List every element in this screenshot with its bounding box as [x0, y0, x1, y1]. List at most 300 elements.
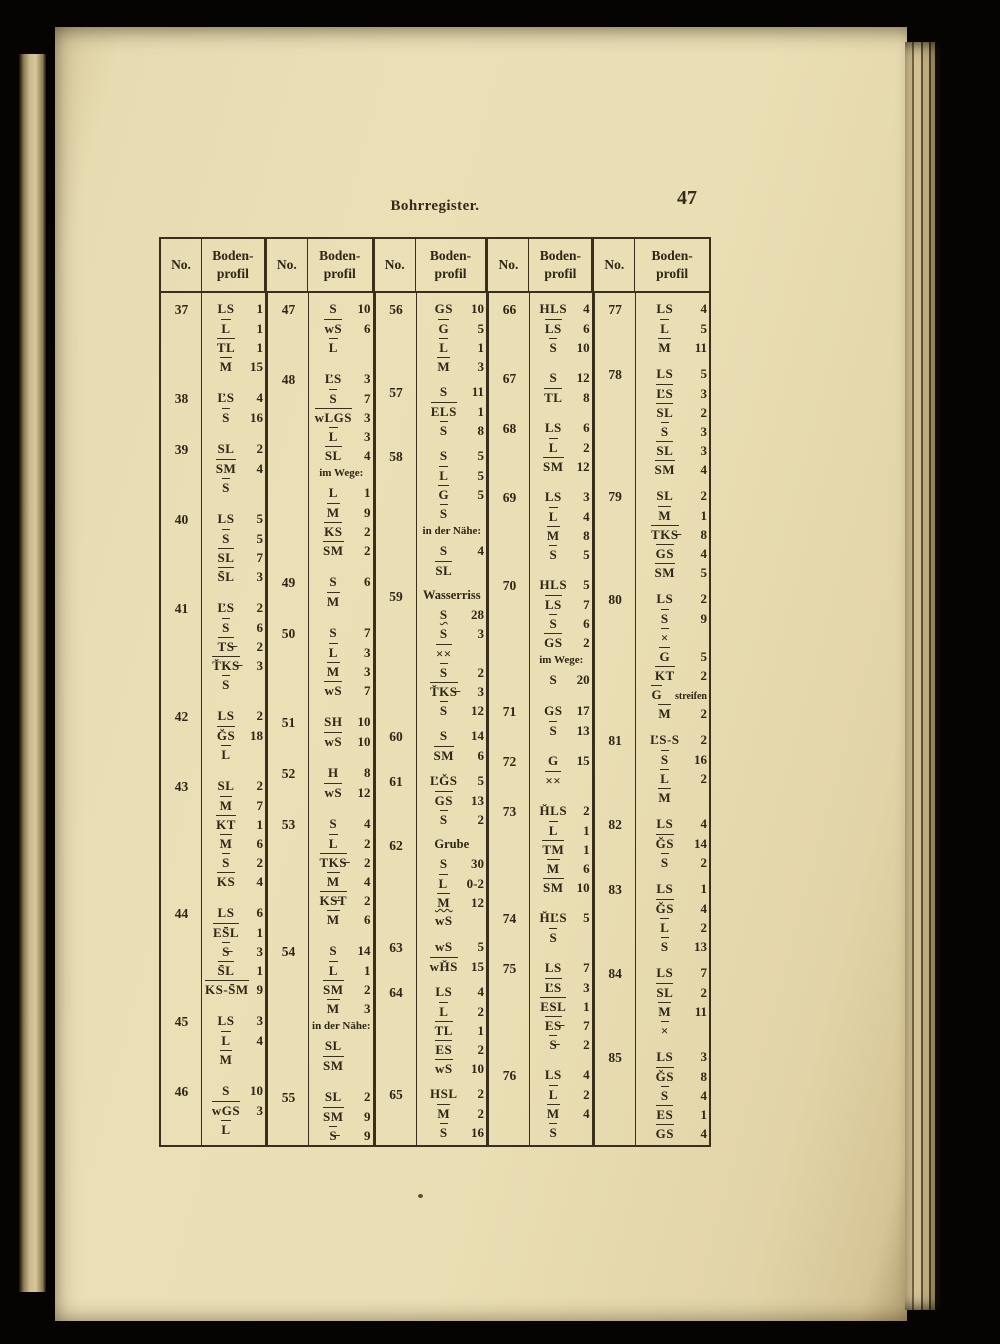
soil-layer-row [420, 606, 484, 625]
soil-layer-row [312, 300, 371, 319]
soil-layer-row [420, 1040, 484, 1059]
entry-number: 72 [502, 754, 517, 769]
entry-layers [417, 727, 486, 765]
layer-code-text: L [328, 429, 338, 444]
layer-code-text: M [326, 505, 340, 520]
entry-number: 50 [281, 626, 296, 641]
profile-entry [161, 1012, 265, 1069]
entry-number: 37 [174, 302, 189, 317]
layer-code-text: wS [434, 939, 453, 954]
layer-thickness: 13 [471, 793, 485, 808]
layer-code-text: SL [217, 778, 235, 793]
profile-entry [595, 731, 709, 807]
soil-layer-row [420, 874, 484, 893]
layer-code [639, 1048, 691, 1065]
layer-code-text: L [328, 836, 338, 851]
layer-thickness: 5 [700, 565, 707, 580]
layer-thickness: 10 [471, 1061, 485, 1076]
layer-code-text: S̄L [217, 569, 235, 584]
soil-layer-row [205, 745, 263, 764]
entry-layers [636, 815, 709, 872]
layer-thickness: 12 [576, 459, 590, 474]
soil-layer-row [639, 1105, 707, 1124]
layer-code [533, 702, 574, 719]
profile-entry [268, 573, 373, 611]
layer-thickness: 2 [256, 855, 263, 870]
layer-code-text: L [439, 468, 449, 483]
layer-thickness: 5 [700, 366, 707, 381]
soil-layer-row [639, 609, 707, 628]
entry-layers [636, 487, 709, 582]
profile-entry [376, 938, 486, 976]
profile-entry [161, 777, 265, 891]
layer-thickness: 13 [694, 939, 707, 954]
layer-code [312, 300, 355, 317]
layer-note: Grube [434, 837, 470, 851]
layer-thickness: 28 [471, 607, 485, 622]
soil-layer-row [420, 983, 484, 1002]
layer-thickness: 17 [576, 703, 590, 718]
soil-layer-row [639, 338, 707, 357]
soil-layer-row [205, 1031, 263, 1050]
layer-thickness: 1 [583, 823, 590, 838]
layer-thickness: 2 [700, 488, 707, 503]
profile-entry [376, 587, 486, 720]
entry-layers [417, 447, 486, 580]
layer-thickness: 10 [357, 301, 371, 316]
soil-layer-row [533, 997, 590, 1016]
soil-layer-row [639, 983, 707, 1002]
entry-number: 83 [608, 882, 622, 897]
layer-thickness: 12 [471, 703, 485, 718]
layer-code-text: M [219, 1052, 233, 1067]
soil-layer-row [420, 1104, 484, 1123]
layer-thickness: 1 [256, 301, 263, 316]
layer-code [312, 910, 355, 928]
entry-number: 82 [608, 817, 622, 832]
soil-layer-row [205, 656, 263, 675]
soil-layer-row [420, 727, 484, 746]
layer-thickness: 4 [583, 1067, 590, 1082]
soil-layer-row [312, 643, 371, 662]
layer-code [420, 606, 468, 623]
layer-thickness: 2 [477, 1106, 485, 1121]
layer-code [533, 633, 574, 651]
layer-code [205, 942, 247, 960]
soil-layer-row [639, 750, 707, 769]
layer-code [312, 319, 355, 337]
layer-code-text: S [549, 340, 558, 355]
layer-thickness: 16 [694, 752, 707, 767]
layer-thickness: 3 [364, 371, 371, 386]
soil-layer-row [205, 834, 263, 853]
layer-thickness: 5 [583, 910, 590, 925]
table-body-row [161, 293, 709, 1145]
layer-code-text: S [439, 423, 448, 438]
soil-layer-row [420, 644, 484, 663]
layer-code [533, 859, 574, 877]
layer-thickness: 6 [364, 912, 371, 927]
layer-code-text: SM [323, 1058, 344, 1073]
soil-layer-row [639, 704, 707, 723]
layer-code [205, 478, 247, 496]
soil-layer-row [205, 815, 263, 834]
layer-code-text: M [546, 528, 560, 543]
layer-code-text: GS [544, 635, 563, 650]
soil-layer-row [420, 1123, 484, 1142]
layer-code-text: ES̄L [212, 925, 240, 940]
layer-code [312, 643, 355, 661]
profile-entry [268, 713, 373, 751]
layer-thickness: 3 [700, 443, 707, 458]
entry-number: 57 [389, 385, 403, 400]
layer-thickness: 13 [576, 723, 590, 738]
layer-code [420, 504, 468, 522]
layer-thickness: 5 [700, 321, 707, 336]
profile-entry [268, 370, 373, 560]
layer-code-text: L [328, 963, 338, 978]
soil-layer-row [533, 576, 590, 595]
soil-layer-row [420, 1021, 484, 1040]
layer-note: im Wege: [539, 654, 584, 666]
soil-layer-row [312, 942, 371, 961]
entry-number: 58 [389, 449, 403, 464]
layer-code-text: KT [216, 817, 236, 832]
layer-thickness: 2 [256, 600, 263, 615]
profile-entry [268, 624, 373, 700]
soil-layer-row [312, 592, 371, 611]
layer-thickness: 15 [576, 753, 590, 768]
layer-thickness: 4 [256, 461, 263, 476]
soil-layer-row [533, 1035, 590, 1054]
layer-thickness: 3 [700, 1049, 707, 1064]
layer-code [639, 1021, 691, 1039]
soil-layer-row [312, 503, 371, 522]
soil-layer-row [533, 771, 590, 790]
layer-thickness: 2 [583, 440, 590, 455]
layer-note: Wasserriss [422, 588, 481, 602]
soil-layer-row [312, 999, 371, 1018]
soil-layer-row [205, 599, 263, 618]
layer-code [312, 1107, 355, 1125]
soil-layer-row [533, 752, 590, 771]
soil-layer-row [639, 487, 707, 506]
soil-layer-row [533, 300, 590, 319]
soil-layer-row [639, 384, 707, 403]
profile-entry [595, 815, 709, 872]
layer-code [420, 1085, 468, 1102]
col-header-profil-line2: profil [544, 266, 577, 281]
layer-thickness: 0-2 [466, 876, 485, 891]
layer-thickness: 20 [576, 672, 590, 687]
layer-code-text: L [328, 485, 338, 500]
table-header-row [161, 239, 709, 293]
layer-code-text: ĽS [217, 390, 235, 405]
layer-code-text: S [439, 1125, 448, 1140]
entry-layers [530, 702, 592, 740]
layer-thickness: 2 [583, 1037, 590, 1052]
layer-thickness: 4 [700, 1126, 707, 1141]
layer-code [205, 1031, 247, 1049]
layer-code [420, 727, 468, 744]
layer-code [312, 732, 355, 750]
layer-code [420, 855, 468, 872]
soil-layer-row [312, 446, 371, 465]
soil-layer-row [639, 300, 707, 319]
soil-layer-row [312, 1107, 371, 1126]
layer-thickness: 5 [477, 487, 485, 502]
layer-code-text: M [658, 340, 672, 355]
layer-code [312, 573, 355, 590]
entry-layers [202, 599, 265, 694]
layer-code-text: G [659, 649, 671, 664]
layer-code-text: wS [324, 683, 343, 698]
layer-thickness: 3 [700, 386, 707, 401]
layer-thickness: 2 [583, 635, 590, 650]
soil-layer-row [420, 1059, 484, 1078]
soil-layer-row [639, 788, 707, 807]
layer-code-text: LS [217, 511, 235, 526]
layer-code [639, 666, 691, 684]
entry-number: 44 [174, 906, 189, 921]
soil-layer-row [639, 899, 707, 918]
entry-number: 61 [389, 774, 403, 789]
soil-layer-row [420, 701, 484, 720]
col-header-profil-line1: Boden- [429, 247, 472, 263]
layer-code [312, 853, 355, 871]
col-header-profil-line1: Boden- [319, 247, 361, 263]
soil-layer-row [639, 1048, 707, 1067]
profile-entry [489, 702, 592, 740]
layer-thickness: 2 [256, 639, 263, 654]
layer-code-text: LS [544, 1067, 562, 1082]
entry-number: 49 [281, 575, 296, 590]
soil-layer-row [420, 485, 484, 504]
profile-entry [268, 815, 373, 929]
layer-code [420, 874, 467, 892]
layer-code-text: G [547, 753, 559, 768]
layer-code-text: S [549, 370, 558, 385]
layer-code [639, 685, 675, 703]
layer-code-text: S [329, 943, 338, 958]
layer-code [205, 726, 247, 744]
layer-thickness: 4 [477, 984, 485, 999]
soil-layer-row [205, 510, 263, 529]
layer-thickness: 2 [364, 1089, 371, 1104]
soil-layer-row [205, 707, 263, 726]
layer-thickness: 6 [583, 616, 590, 631]
layer-code [533, 545, 574, 563]
layer-code-text: M [658, 1004, 672, 1019]
layer-code-text: S [222, 677, 230, 692]
soil-layer-row [639, 666, 707, 685]
soil-layer-row [533, 928, 590, 947]
soil-layer-row [639, 834, 707, 853]
layer-code-text: ŤKS̶ [430, 684, 458, 699]
layer-thickness: 1 [700, 508, 707, 523]
layer-thickness: 14 [357, 943, 371, 958]
layer-code [639, 880, 691, 897]
soil-layer-row [420, 855, 484, 874]
layer-code-text: M [219, 359, 233, 374]
profile-entry [376, 727, 486, 765]
layer-code-text: ×× [435, 646, 452, 661]
layer-code-text: LS [544, 420, 562, 435]
soil-layer-row [205, 478, 263, 497]
layer-code [420, 893, 468, 911]
layer-code-text: SL [217, 550, 235, 565]
profile-entry [489, 576, 592, 690]
layer-code-text: L [548, 440, 558, 455]
layer-code-text: ĽS-S [650, 732, 680, 747]
layer-code [205, 777, 247, 794]
soil-layer-row [420, 772, 484, 791]
layer-thickness: 1 [256, 340, 263, 355]
profile-entry [595, 590, 709, 723]
soil-layer-row [533, 702, 590, 721]
soil-layer-row [312, 662, 371, 681]
layer-code [205, 745, 247, 763]
layer-thickness: 10 [357, 734, 371, 749]
layer-code [533, 878, 574, 896]
soil-layer-row [420, 893, 484, 912]
layer-code-text: L [438, 876, 448, 891]
layer-code-text: SL [656, 985, 674, 1000]
entry-number: 41 [174, 601, 189, 616]
layer-code [533, 840, 574, 858]
layer-thickness: 1 [364, 485, 371, 500]
layer-thickness: 8 [583, 390, 590, 405]
layer-code-text: L [548, 823, 558, 838]
layer-code-text: LS [544, 489, 562, 504]
layer-code [312, 815, 355, 832]
col-header-no: No. [276, 257, 297, 272]
layer-code [312, 446, 355, 464]
soil-layer-row [312, 1056, 371, 1075]
profile-entry [595, 964, 709, 1040]
layer-code [205, 510, 247, 527]
layer-thickness: 1 [700, 881, 707, 896]
entry-layers [417, 300, 486, 376]
soil-layer-row [205, 637, 263, 656]
soil-layer-row [420, 402, 484, 421]
layer-code-text: SM [323, 982, 344, 997]
layer-thickness: 5 [477, 321, 485, 336]
layer-code-text: SL [656, 488, 674, 503]
soil-layer-row [312, 427, 371, 446]
layer-code [205, 815, 247, 833]
soil-layer-row [312, 389, 371, 408]
entry-number: 78 [608, 367, 622, 382]
layer-code-text: KS̶T [319, 893, 348, 908]
bohrregister-table [159, 237, 711, 1147]
layer-thickness: 30 [471, 856, 485, 871]
profile-entry [376, 1085, 486, 1142]
layer-code [205, 389, 247, 406]
col-header-profil-line2: profil [656, 266, 689, 281]
layer-code-text: wS [324, 321, 343, 336]
layer-code-text: L [660, 321, 670, 336]
soil-layer-row [420, 447, 484, 466]
layer-code-text: LS [656, 816, 674, 831]
layer-code-text: M [219, 836, 233, 851]
entry-layers [530, 369, 592, 407]
entry-layers [202, 389, 265, 427]
profile-entry [489, 369, 592, 407]
soil-layer-row [205, 961, 263, 980]
col-header-no: No. [384, 257, 405, 272]
layer-code [312, 338, 355, 356]
entry-number: 43 [174, 779, 189, 794]
soil-layer-row [533, 388, 590, 407]
entry-layers [636, 590, 709, 723]
layer-code-text: S [329, 391, 338, 406]
soil-layer-row [205, 675, 263, 694]
layer-code [639, 1124, 691, 1142]
layer-code-text: S [329, 625, 338, 640]
layer-thickness: 7 [700, 965, 707, 980]
layer-code-text: ĽS [656, 386, 674, 401]
layer-code-text: S [222, 410, 230, 425]
layer-code [312, 834, 355, 852]
entry-layers [202, 777, 265, 891]
layer-code-text: S [439, 856, 448, 871]
layer-code-text: H [327, 765, 339, 780]
profile-entry [268, 942, 373, 1075]
layer-code-text: S̶ [222, 944, 230, 959]
layer-thickness: 3 [256, 944, 263, 959]
layer-code-text: ĽS [544, 980, 562, 995]
soil-layer-row [312, 484, 371, 503]
layer-code [205, 1082, 247, 1099]
layer-code [420, 338, 468, 356]
layer-code-text: S [549, 930, 558, 945]
profile-entry [595, 300, 709, 357]
soil-layer-row [205, 618, 263, 637]
layer-code [639, 769, 691, 787]
layer-thickness: 3 [477, 684, 485, 699]
layer-thickness: 2 [364, 982, 371, 997]
layer-thickness: 3 [256, 1103, 263, 1118]
layer-code [205, 923, 247, 941]
profile-entry [595, 365, 709, 479]
profile-entry [376, 383, 486, 440]
layer-code-text: SM [543, 459, 564, 474]
layer-code [533, 1123, 574, 1141]
book-page [55, 27, 907, 1321]
entry-layers [202, 1012, 265, 1069]
soil-layer-row [420, 1002, 484, 1021]
layer-thickness: 6 [364, 321, 371, 336]
soil-layer-row [639, 590, 707, 609]
entry-layers [417, 772, 486, 829]
layer-code [312, 1088, 355, 1105]
layer-code-text: L [660, 920, 670, 935]
soil-layer-row [420, 357, 484, 376]
layer-thickness: 10 [576, 340, 590, 355]
layer-code [420, 447, 468, 464]
header-pair [375, 239, 489, 291]
soil-layer-row [312, 980, 371, 999]
col-header-profil-line2: profil [434, 266, 467, 281]
soil-layer-row [533, 545, 590, 564]
layer-code-text: L [221, 1033, 231, 1048]
entry-layers [636, 880, 709, 956]
entry-layers [530, 1066, 592, 1142]
layer-code [420, 561, 468, 579]
layer-code [639, 365, 691, 382]
layer-code [533, 507, 574, 525]
